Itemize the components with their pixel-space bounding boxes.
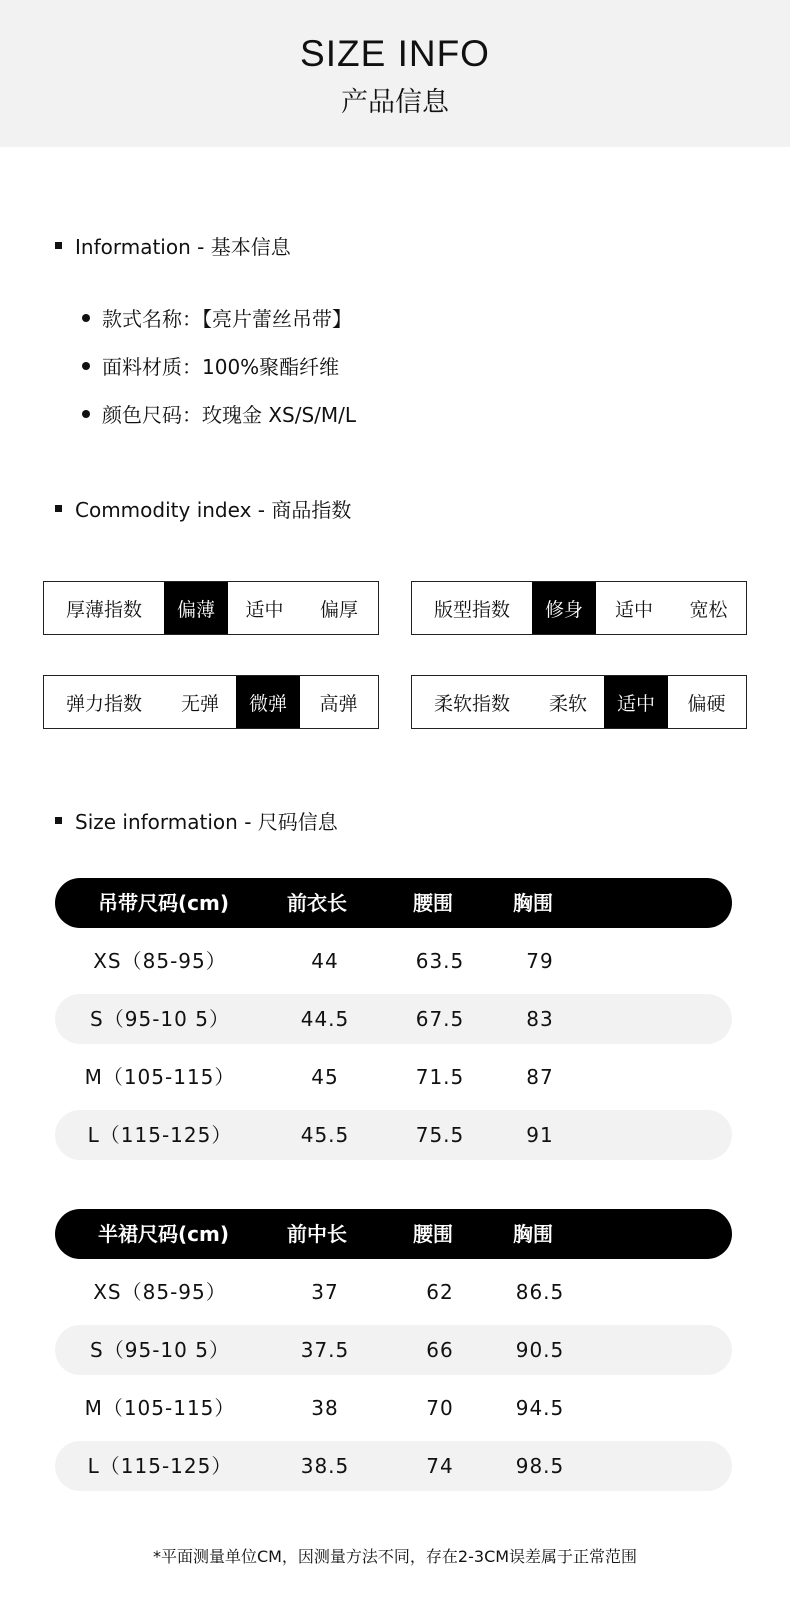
table-row <box>55 1110 732 1160</box>
table-cell: 44 <box>311 949 339 973</box>
section-heading-size <box>55 806 338 835</box>
index-option: 适中 <box>604 676 668 728</box>
bullet-dot-icon <box>82 362 90 370</box>
table-cell: 44.5 <box>300 1007 350 1031</box>
column-header: 腰围 <box>413 891 453 915</box>
index-thickness <box>43 581 379 635</box>
table-cell: 87 <box>526 1065 554 1089</box>
index-softness <box>411 675 747 729</box>
section-heading-commodity <box>55 494 351 523</box>
table-cell: XS（85-95） <box>93 1280 227 1304</box>
table-cell: 98.5 <box>515 1454 565 1478</box>
size-table-header <box>55 1209 732 1259</box>
table-cell: 74 <box>426 1454 454 1478</box>
table-cell: 63.5 <box>415 949 465 973</box>
page-header <box>0 0 790 147</box>
table-row <box>55 936 732 986</box>
square-bullet-icon <box>55 817 62 824</box>
table-cell: 83 <box>526 1007 554 1031</box>
index-fit <box>411 581 747 635</box>
table-cell: 62 <box>426 1280 454 1304</box>
column-header: 半裙尺码(cm) <box>98 1222 229 1246</box>
index-option: 适中 <box>245 598 284 621</box>
bullet-dot-icon <box>82 314 90 322</box>
table-cell: 71.5 <box>415 1065 465 1089</box>
index-option: 偏硬 <box>687 692 726 715</box>
column-header: 胸围 <box>513 1222 553 1246</box>
table-cell: 38 <box>311 1396 339 1420</box>
index-label: 柔软指数 <box>433 692 510 715</box>
index-option: 偏厚 <box>319 598 358 621</box>
index-option: 高弹 <box>319 692 358 715</box>
info-item <box>82 399 356 428</box>
column-header: 前中长 <box>287 1222 347 1246</box>
info-text: 颜色尺码：玫瑰金 XS/S/M/L <box>102 403 357 427</box>
column-header: 胸围 <box>513 891 553 915</box>
table-cell: 66 <box>426 1338 454 1362</box>
index-option: 柔软 <box>548 692 587 715</box>
table-cell: M（105-115） <box>84 1396 236 1420</box>
table-cell: L（115-125） <box>87 1454 233 1478</box>
table-cell: 45 <box>311 1065 339 1089</box>
bullet-dot-icon <box>82 410 90 418</box>
table-row <box>55 1441 732 1491</box>
table-cell: 86.5 <box>515 1280 565 1304</box>
table-cell: XS（85-95） <box>93 949 227 973</box>
table-cell: 37.5 <box>300 1338 350 1362</box>
table-row <box>55 1052 732 1102</box>
measurement-footnote: *平面测量单位CM，因测量方法不同，存在2-3CM误差属于正常范围 <box>152 1547 638 1566</box>
table-cell: M（105-115） <box>84 1065 236 1089</box>
column-header: 腰围 <box>413 1222 453 1246</box>
section-title: Commodity index - 商品指数 <box>75 498 352 522</box>
index-option: 修身 <box>532 582 596 634</box>
page-title-cn: 产品信息 <box>341 87 449 118</box>
info-text: 款式名称：【亮片蕾丝吊带】 <box>102 307 352 331</box>
table-cell: 70 <box>426 1396 454 1420</box>
table-cell: L（115-125） <box>87 1123 233 1147</box>
index-option: 适中 <box>614 598 653 621</box>
table-cell: 79 <box>526 949 554 973</box>
page-title-en: SIZE INFO <box>300 33 490 74</box>
index-option: 无弹 <box>180 692 219 715</box>
table-cell: 91 <box>526 1123 554 1147</box>
table-cell: 94.5 <box>515 1396 565 1420</box>
table-cell: 67.5 <box>415 1007 465 1031</box>
square-bullet-icon <box>55 242 62 249</box>
info-item <box>82 351 339 380</box>
table-cell: S（95-10 5） <box>90 1338 230 1362</box>
column-header: 吊带尺码(cm) <box>98 891 229 915</box>
table-cell: S（95-10 5） <box>90 1007 230 1031</box>
index-label: 版型指数 <box>433 598 510 621</box>
section-heading-information <box>55 231 291 260</box>
info-item <box>82 303 352 332</box>
table-cell: 45.5 <box>300 1123 350 1147</box>
table-row <box>55 1383 732 1433</box>
index-option: 宽松 <box>689 598 728 621</box>
index-elasticity <box>43 675 379 729</box>
table-row <box>55 994 732 1044</box>
section-title: Information - 基本信息 <box>75 235 291 259</box>
size-table-header <box>55 878 732 928</box>
table-cell: 38.5 <box>300 1454 350 1478</box>
column-header: 前衣长 <box>287 891 347 915</box>
table-cell: 75.5 <box>415 1123 465 1147</box>
index-option: 偏薄 <box>164 582 228 634</box>
info-text: 面料材质：100%聚酯纤维 <box>102 355 340 379</box>
table-cell: 90.5 <box>515 1338 565 1362</box>
table-row <box>55 1325 732 1375</box>
table-row <box>55 1267 732 1317</box>
index-label: 厚薄指数 <box>65 598 142 621</box>
index-option: 微弹 <box>236 676 300 728</box>
section-title: Size information - 尺码信息 <box>75 810 338 834</box>
index-label: 弹力指数 <box>65 692 142 715</box>
table-cell: 37 <box>311 1280 339 1304</box>
square-bullet-icon <box>55 505 62 512</box>
